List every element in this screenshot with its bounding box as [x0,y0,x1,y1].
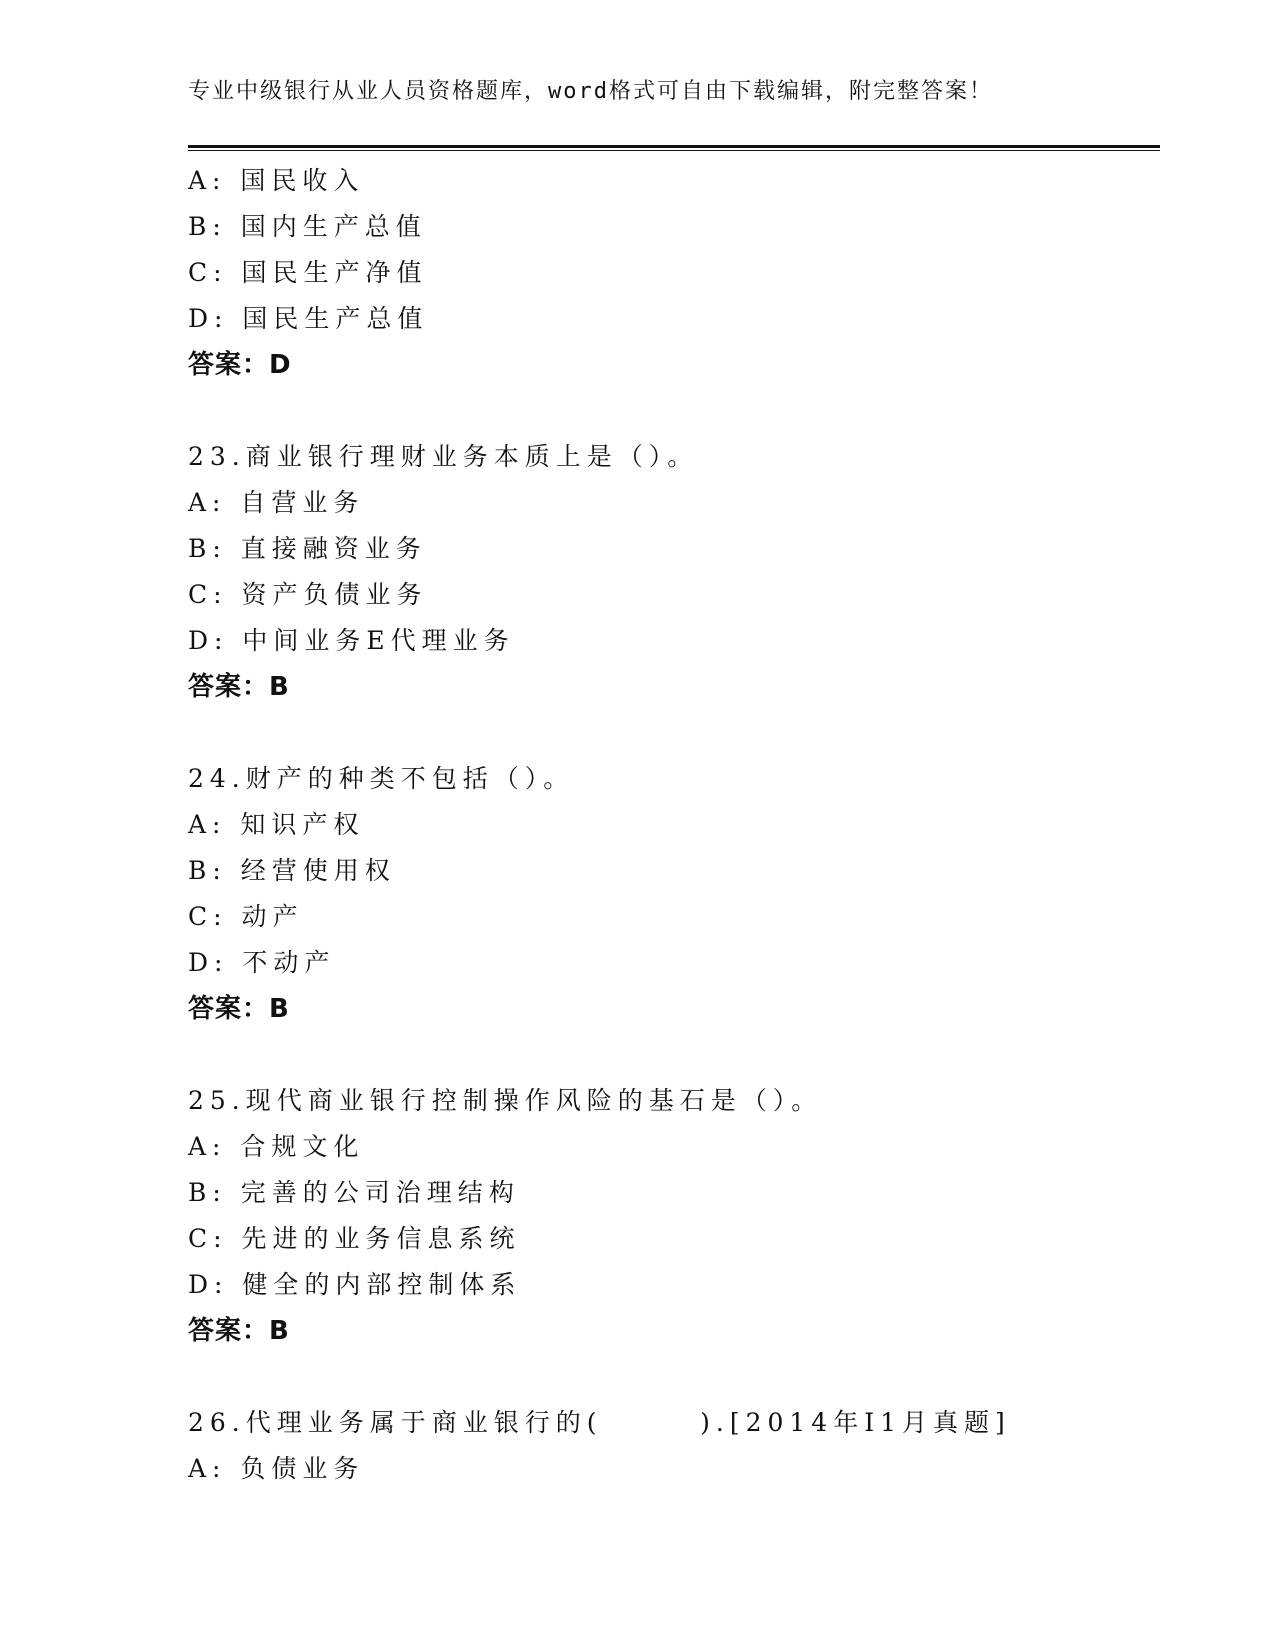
question-block [188,1078,1168,1354]
header-divider-thin [188,150,1160,151]
answer: 答案：D [188,350,292,380]
answer: 答案：B [188,1316,290,1346]
question-text: 25.现代商业银行控制操作风险的基石是（）。 [188,1086,823,1115]
question-block [188,756,1168,1032]
question-block [188,434,1168,710]
option-b: B: 经营使用权 [188,856,396,885]
option-b: B: 国内生产总值 [188,212,427,241]
question-block [188,1400,1168,1492]
option-c: C: 先进的业务信息系统 [188,1224,521,1253]
option-c: C: 资产负债业务 [188,580,428,609]
option-d: D: 国民生产总值 [188,304,429,333]
option-a: A: 合规文化 [188,1132,365,1161]
option-b: B: 完善的公司治理结构 [188,1178,520,1207]
question-text: 26.代理业务属于商业银行的( ).[2014年I1月真题] [188,1408,1011,1437]
option-a: A: 国民收入 [188,166,365,195]
option-b: B: 直接融资业务 [188,534,427,563]
page-header: 专业中级银行从业人员资格题库，word格式可自由下载编辑，附完整答案！ [188,79,993,104]
answer: 答案：B [188,994,290,1024]
question-list [188,158,1168,1492]
option-d: D: 健全的内部控制体系 [188,1270,522,1299]
option-c: C: 动产 [188,902,304,931]
option-a: A: 负债业务 [188,1454,365,1483]
answer: 答案：B [188,672,290,702]
question-text: 24.财产的种类不包括（）。 [188,764,575,793]
question-block [188,158,1168,388]
option-a: A: 知识产权 [188,810,365,839]
question-text: 23.商业银行理财业务本质上是（）。 [188,442,699,471]
option-d: D: 中间业务E代理业务 [188,626,515,655]
option-c: C: 国民生产净值 [188,258,428,287]
option-a: A: 自营业务 [188,488,365,517]
option-d: D: 不动产 [188,948,336,977]
header-divider-thick [188,145,1160,148]
